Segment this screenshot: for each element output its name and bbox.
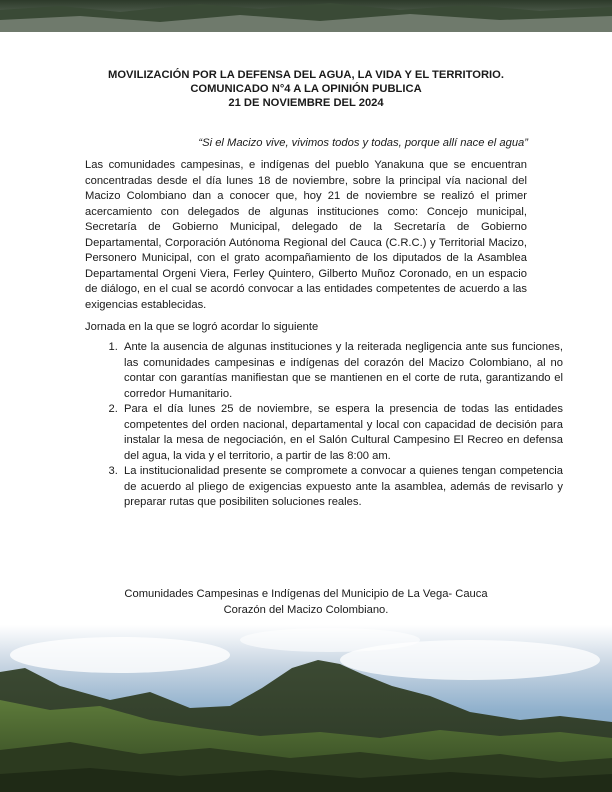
- agreement-item: 3. La institucionalidad presente se compromete a convocar a quienes tengan competencia de acuerdo al pliego de exigencias expuesto ante la asamblea, además de revisarlo y preparar rutas que posibiliten soluciones reales.: [121, 464, 563, 511]
- epigraph-quote: “Si el Macizo vive, vivimos todos y todas, porque allí nace el agua”: [198, 137, 528, 149]
- agreement-item: 1. Ante la ausencia de algunas instituciones y la reiterada negligencia ante sus funciones, las comunidades campesinas e indígenas del corazón del Macizo Colombiano, al no contar con garantías manifiestan que se mantienen en el corte de ruta, garantizando el corredor Humanitario.: [121, 340, 563, 402]
- body-paragraph-2: Jornada en la que se logró acordar lo siguiente: [85, 321, 319, 333]
- agreements-list: [85, 340, 563, 511]
- top-mountain-banner: [0, 0, 612, 32]
- title-line-3: 21 DE NOVIEMBRE DEL 2024: [228, 97, 384, 109]
- title-line-1: MOVILIZACIÓN POR LA DEFENSA DEL AGUA, LA VIDA Y EL TERRITORIO.: [108, 69, 504, 81]
- body-paragraph-1: Las comunidades campesinas, e indígenas del pueblo Yanakuna que se encuentran concentradas desde el día lunes 18 de noviembre, sobre la principal vía nacional del Macizo Colombiano dan a conocer que, hoy 21 de noviembre se realizó el primer acercamiento con delegados de algunas instituciones como: Concejo municipal, Secretaría de Gobierno Municipal, delegado de la Secretaría de Gobierno Departamental, Corporación Autónoma Regional del Cauca (C.R.C.) y Territorial Macizo, Personero Municipal, con el grato acompañamiento de los diputados de la Asamblea Departamental Orgeni Viera, Ferley Quintero, Gilberto Muñoz Coronado, en un espacio de diálogo, en el cual se acordó convocar a las entidades competentes de acuerdo a las exigencias establecidas.: [85, 159, 527, 311]
- title-line-2: COMUNICADO N°4 A LA OPINIÓN PUBLICA: [190, 83, 422, 95]
- communique-title: [0, 68, 612, 110]
- signature-block: [0, 587, 612, 618]
- agreement-item: 2. Para el día lunes 25 de noviembre, se espera la presencia de todas las entidades competentes del orden nacional, departamental y local con capacidad de decisión para instalar la mesa de negociación, en el Salón Cultural Campesino El Recreo en defensa del agua, la vida y el territorio, a partir de las 8:00 am.: [121, 402, 563, 464]
- signature-line-2: Corazón del Macizo Colombiano.: [223, 603, 389, 616]
- signature-line-1: Comunidades Campesinas e Indígenas del Municipio de La Vega- Cauca: [124, 588, 488, 600]
- mountain-ridge-illustration: [0, 0, 612, 32]
